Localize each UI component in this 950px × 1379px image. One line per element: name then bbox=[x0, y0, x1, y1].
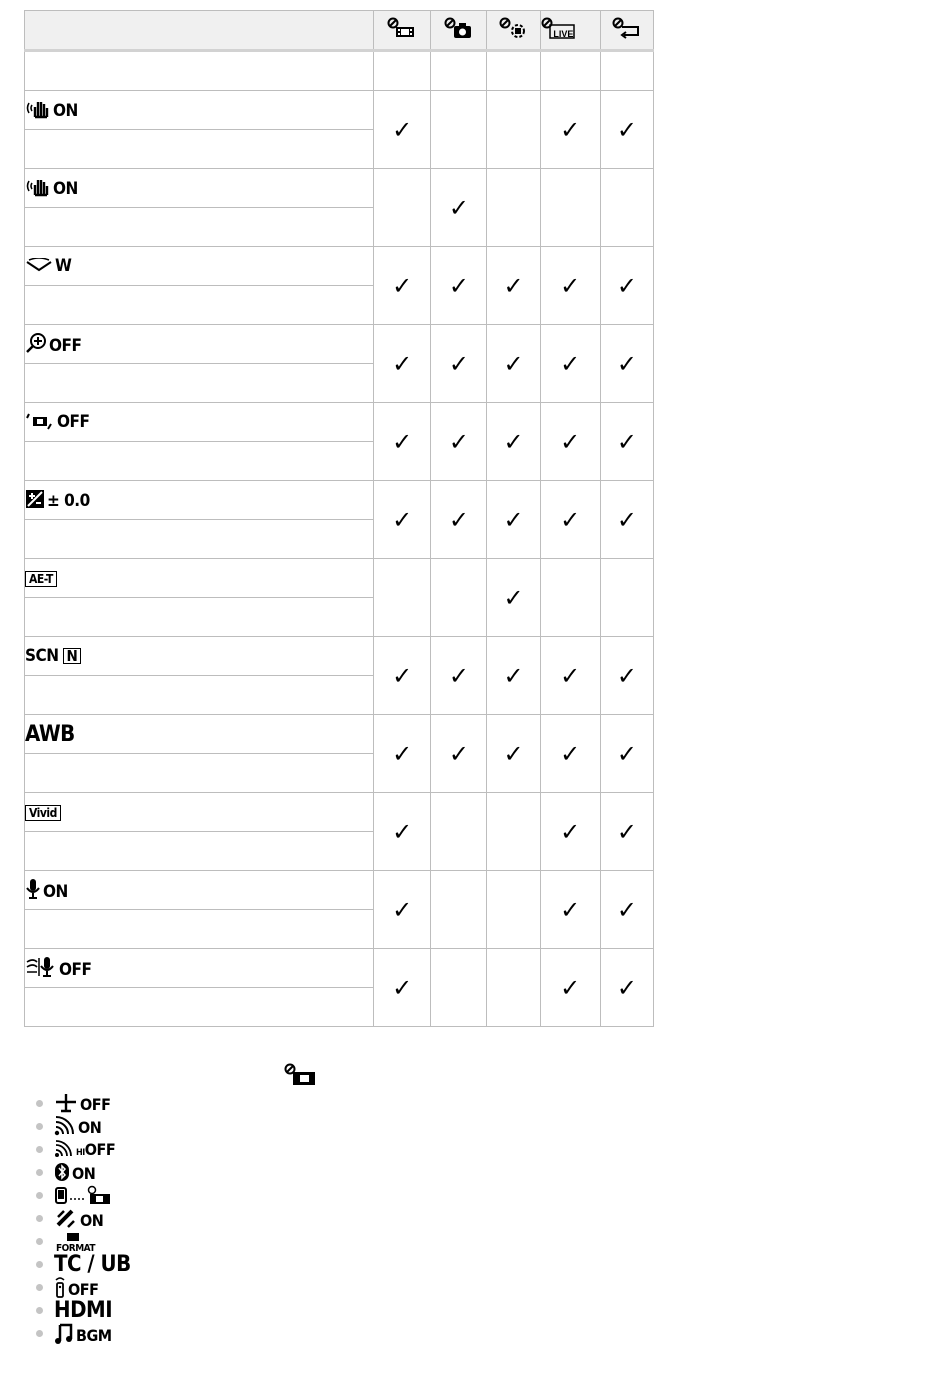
empty-cell bbox=[540, 51, 600, 91]
table-row bbox=[25, 559, 654, 598]
mode-availability-cell bbox=[600, 559, 653, 637]
mode-availability-cell bbox=[600, 793, 653, 871]
checkmark-icon: ✓ bbox=[448, 739, 469, 768]
mode-availability-cell bbox=[487, 871, 540, 949]
setting-label bbox=[25, 722, 75, 747]
list-item bbox=[30, 1299, 131, 1322]
wifi-icon bbox=[54, 1118, 78, 1137]
setting-value-label: AWB bbox=[25, 721, 75, 747]
mode-availability-cell bbox=[487, 403, 540, 481]
mode-availability-cell bbox=[431, 403, 487, 481]
mode-availability-cell bbox=[540, 91, 600, 169]
bullet-icon bbox=[36, 1261, 43, 1268]
bullet-icon bbox=[36, 1192, 43, 1199]
menu-item-label bbox=[54, 1185, 116, 1206]
steadyshot-icon bbox=[25, 101, 53, 121]
mode-availability-cell bbox=[540, 169, 600, 247]
mode-availability-cell bbox=[487, 715, 540, 793]
checkmark-icon: ✓ bbox=[560, 349, 581, 378]
checkmark-icon: ✓ bbox=[503, 739, 524, 768]
setting-label bbox=[25, 101, 78, 121]
table-row bbox=[25, 325, 654, 364]
setting-value-label: OFF bbox=[49, 336, 82, 356]
loop-mode-icon bbox=[612, 17, 642, 39]
wifi-hi-icon bbox=[54, 1140, 76, 1159]
format-icon bbox=[66, 1224, 82, 1243]
checkmark-icon: ✓ bbox=[448, 193, 469, 222]
menu-item-label bbox=[54, 1276, 98, 1299]
empty-cell bbox=[374, 51, 431, 91]
setting-label bbox=[25, 882, 68, 902]
list-item bbox=[30, 1092, 131, 1115]
bullet-icon bbox=[36, 1307, 43, 1314]
checkmark-icon: ✓ bbox=[448, 427, 469, 456]
setting-label bbox=[25, 256, 71, 276]
empty-cell bbox=[487, 51, 540, 91]
setting-name-cell bbox=[25, 481, 374, 520]
checkmark-icon: ✓ bbox=[392, 427, 413, 456]
mode-availability-cell bbox=[374, 169, 431, 247]
setting-value-label: AE-T bbox=[25, 571, 57, 587]
mode-availability-cell bbox=[374, 403, 431, 481]
setting-description-cell bbox=[25, 676, 374, 715]
checkmark-icon: ✓ bbox=[560, 427, 581, 456]
mode-availability-cell bbox=[487, 91, 540, 169]
camera-settings-icon bbox=[284, 1063, 318, 1087]
setting-description-cell bbox=[25, 208, 374, 247]
remote-connection-icon bbox=[54, 1187, 116, 1206]
mode-availability-cell bbox=[600, 715, 653, 793]
checkmark-icon: ✓ bbox=[392, 895, 413, 924]
checkmark-icon: ✓ bbox=[448, 505, 469, 534]
checkmark-icon: ✓ bbox=[616, 349, 637, 378]
checkmark-icon: ✓ bbox=[560, 661, 581, 690]
setting-description-cell bbox=[25, 754, 374, 793]
microphone-icon bbox=[25, 882, 43, 902]
setting-name-cell bbox=[25, 793, 374, 832]
mode-availability-cell bbox=[600, 91, 653, 169]
setting-value-label: SCN bbox=[25, 646, 59, 666]
checkmark-icon: ✓ bbox=[392, 271, 413, 300]
mode-availability-cell bbox=[487, 559, 540, 637]
mode-availability-cell bbox=[487, 169, 540, 247]
list-item bbox=[30, 1253, 131, 1276]
bullet-icon bbox=[36, 1215, 43, 1222]
menu-list bbox=[30, 1092, 131, 1345]
mode-availability-cell bbox=[431, 871, 487, 949]
empty-cell bbox=[431, 51, 487, 91]
mode-availability-cell bbox=[487, 325, 540, 403]
setting-value-label: ± 0.0 bbox=[47, 491, 90, 511]
checkmark-icon: ✓ bbox=[392, 349, 413, 378]
mode-availability-cell bbox=[540, 481, 600, 559]
checkmark-icon: ✓ bbox=[616, 661, 637, 690]
setting-label bbox=[25, 646, 81, 666]
bullet-icon bbox=[36, 1169, 43, 1176]
mode-availability-cell bbox=[374, 247, 431, 325]
checkmark-icon: ✓ bbox=[560, 973, 581, 1002]
mode-availability-cell bbox=[431, 637, 487, 715]
checkmark-icon: ✓ bbox=[503, 661, 524, 690]
list-item bbox=[30, 1161, 131, 1184]
header-interval-mode bbox=[487, 11, 540, 51]
list-item bbox=[30, 1230, 131, 1253]
checkmark-icon: ✓ bbox=[560, 271, 581, 300]
list-item bbox=[30, 1322, 131, 1345]
menu-item-label bbox=[54, 1322, 112, 1345]
mode-availability-cell bbox=[540, 559, 600, 637]
checkmark-icon: ✓ bbox=[448, 271, 469, 300]
setting-value-label: OFF bbox=[57, 412, 90, 432]
header-row bbox=[25, 11, 654, 51]
menu-item-value-2: OFF bbox=[84, 1140, 116, 1159]
mode-availability-cell bbox=[540, 793, 600, 871]
bullet-icon bbox=[36, 1100, 43, 1107]
checkmark-icon: ✓ bbox=[560, 505, 581, 534]
setting-value-label: ON bbox=[53, 101, 78, 121]
setting-description-cell bbox=[25, 364, 374, 403]
checkmark-icon: ✓ bbox=[503, 349, 524, 378]
empty-cell bbox=[25, 51, 374, 91]
photo-mode-icon bbox=[444, 17, 474, 39]
checkmark-icon: ✓ bbox=[503, 505, 524, 534]
mode-availability-cell bbox=[487, 793, 540, 871]
setting-value-label: ON bbox=[43, 882, 68, 902]
mode-availability-cell bbox=[600, 949, 653, 1027]
table-row bbox=[25, 403, 654, 442]
menu-item-label bbox=[54, 1162, 95, 1183]
menu-item-value: TC / UB bbox=[54, 1252, 131, 1277]
mode-availability-cell bbox=[600, 637, 653, 715]
menu-item-label bbox=[54, 1232, 109, 1254]
setting-name-cell bbox=[25, 949, 374, 988]
mode-availability-cell bbox=[487, 481, 540, 559]
steadyshot-icon bbox=[25, 179, 53, 199]
checkmark-icon: ✓ bbox=[392, 115, 413, 144]
menu-item-label bbox=[54, 1298, 112, 1323]
mode-availability-cell bbox=[540, 325, 600, 403]
table-row bbox=[25, 715, 654, 754]
setting-description-cell bbox=[25, 598, 374, 637]
checkmark-icon: ✓ bbox=[448, 349, 469, 378]
mode-availability-cell bbox=[374, 481, 431, 559]
menu-item-value: HI bbox=[76, 1148, 85, 1158]
setting-description-cell bbox=[25, 130, 374, 169]
bullet-icon bbox=[36, 1330, 43, 1337]
mode-availability-cell bbox=[431, 247, 487, 325]
list-item bbox=[30, 1138, 131, 1161]
setting-description-cell bbox=[25, 520, 374, 559]
header-live-mode bbox=[540, 11, 600, 51]
mode-availability-cell bbox=[431, 169, 487, 247]
mode-availability-cell bbox=[600, 871, 653, 949]
mode-availability-cell bbox=[431, 325, 487, 403]
mode-availability-cell bbox=[374, 949, 431, 1027]
mode-availability-cell bbox=[600, 247, 653, 325]
mode-availability-cell bbox=[600, 325, 653, 403]
checkmark-icon: ✓ bbox=[616, 739, 637, 768]
setting-name-cell bbox=[25, 871, 374, 910]
airplane-icon bbox=[54, 1095, 80, 1114]
mode-availability-cell bbox=[540, 247, 600, 325]
setting-name-cell bbox=[25, 325, 374, 364]
flip-icon bbox=[25, 412, 57, 432]
menu-item-label bbox=[54, 1140, 115, 1159]
mode-availability-cell bbox=[374, 871, 431, 949]
checkmark-icon: ✓ bbox=[560, 817, 581, 846]
menu-item-value: ON bbox=[80, 1211, 104, 1230]
setting-label bbox=[25, 179, 78, 199]
checkmark-icon: ✓ bbox=[392, 817, 413, 846]
header-movie-mode bbox=[374, 11, 431, 51]
header-loop-mode bbox=[600, 11, 653, 51]
settings-mode-table bbox=[24, 10, 654, 1027]
header-blank bbox=[25, 11, 374, 51]
menu-item-value: ON bbox=[72, 1164, 96, 1183]
checkmark-icon: ✓ bbox=[616, 817, 637, 846]
setting-name-cell bbox=[25, 247, 374, 286]
mode-availability-cell bbox=[431, 793, 487, 871]
mode-availability-cell bbox=[431, 91, 487, 169]
checkmark-icon: ✓ bbox=[560, 739, 581, 768]
mode-availability-cell bbox=[600, 169, 653, 247]
bullet-icon bbox=[36, 1146, 43, 1153]
header-photo-mode bbox=[431, 11, 487, 51]
angle-icon bbox=[25, 256, 55, 276]
setting-description-cell bbox=[25, 286, 374, 325]
checkmark-icon: ✓ bbox=[560, 115, 581, 144]
mode-availability-cell bbox=[540, 637, 600, 715]
mode-availability-cell bbox=[374, 91, 431, 169]
menu-item-label bbox=[54, 1252, 131, 1277]
checkmark-icon: ✓ bbox=[616, 271, 637, 300]
menu-item-value: BGM bbox=[76, 1326, 112, 1345]
mode-availability-cell bbox=[431, 559, 487, 637]
empty-cell bbox=[600, 51, 653, 91]
mode-availability-cell bbox=[374, 637, 431, 715]
checkmark-icon: ✓ bbox=[503, 583, 524, 612]
list-item bbox=[30, 1115, 131, 1138]
exposure-icon bbox=[25, 491, 47, 511]
zoom-icon bbox=[25, 336, 49, 356]
wind-noise-icon bbox=[25, 960, 59, 980]
checkmark-icon: ✓ bbox=[392, 973, 413, 1002]
checkmark-icon: ✓ bbox=[392, 739, 413, 768]
table-row bbox=[25, 793, 654, 832]
setting-description-cell bbox=[25, 988, 374, 1027]
interval-mode-icon bbox=[499, 17, 529, 39]
menu-item-value: HDMI bbox=[54, 1298, 113, 1323]
bullet-icon bbox=[36, 1238, 43, 1245]
checkmark-icon: ✓ bbox=[392, 505, 413, 534]
mode-availability-cell bbox=[374, 325, 431, 403]
note-camera-icon bbox=[284, 1063, 318, 1092]
movie-mode-icon bbox=[387, 17, 417, 39]
checkmark-icon: ✓ bbox=[616, 973, 637, 1002]
mode-availability-cell bbox=[431, 949, 487, 1027]
checkmark-icon: ✓ bbox=[560, 895, 581, 924]
live-label: LIVE bbox=[553, 28, 574, 39]
setting-name-cell bbox=[25, 403, 374, 442]
mode-availability-cell bbox=[431, 481, 487, 559]
mode-availability-cell bbox=[487, 247, 540, 325]
mode-availability-cell bbox=[540, 715, 600, 793]
setting-description-cell bbox=[25, 910, 374, 949]
menu-item-label bbox=[54, 1116, 101, 1137]
checkmark-icon: ✓ bbox=[392, 661, 413, 690]
setting-value-label: OFF bbox=[59, 960, 92, 980]
setting-name-cell bbox=[25, 637, 374, 676]
setting-label bbox=[25, 336, 81, 356]
list-item bbox=[30, 1276, 131, 1299]
bullet-icon bbox=[36, 1284, 43, 1291]
mode-availability-cell bbox=[540, 949, 600, 1027]
menu-item-value: OFF bbox=[68, 1280, 99, 1299]
menu-item-value: OFF bbox=[80, 1095, 111, 1114]
checkmark-icon: ✓ bbox=[448, 661, 469, 690]
mode-availability-cell bbox=[374, 793, 431, 871]
menu-item-label bbox=[54, 1093, 110, 1114]
setting-name-cell bbox=[25, 559, 374, 598]
checkmark-icon: ✓ bbox=[616, 895, 637, 924]
checkmark-icon: ✓ bbox=[616, 427, 637, 456]
mode-availability-cell bbox=[431, 715, 487, 793]
setting-label bbox=[25, 491, 90, 511]
bluetooth-icon bbox=[54, 1164, 72, 1183]
table-row bbox=[25, 91, 654, 130]
mode-availability-cell bbox=[540, 871, 600, 949]
mode-availability-cell bbox=[600, 481, 653, 559]
menu-item-value: FORMAT bbox=[56, 1243, 96, 1254]
setting-name-cell bbox=[25, 91, 374, 130]
list-item bbox=[30, 1184, 131, 1207]
setting-name-cell bbox=[25, 715, 374, 754]
empty-row bbox=[25, 51, 654, 91]
checkmark-icon: ✓ bbox=[503, 427, 524, 456]
table-row bbox=[25, 949, 654, 988]
scene-mode-box: N bbox=[63, 648, 82, 664]
checkmark-icon: ✓ bbox=[616, 115, 637, 144]
remote-control-icon bbox=[54, 1280, 68, 1299]
setting-label bbox=[25, 568, 57, 588]
music-icon bbox=[54, 1326, 76, 1345]
table-row bbox=[25, 637, 654, 676]
mode-availability-cell bbox=[600, 403, 653, 481]
table-row bbox=[25, 481, 654, 520]
table-row bbox=[25, 247, 654, 286]
setting-value-label: ON bbox=[53, 179, 78, 199]
setting-value-label: Vivid bbox=[25, 805, 61, 821]
mode-availability-cell bbox=[540, 403, 600, 481]
checkmark-icon: ✓ bbox=[503, 271, 524, 300]
setting-label bbox=[25, 802, 61, 822]
table-row bbox=[25, 871, 654, 910]
setting-label bbox=[25, 960, 91, 980]
mode-availability-cell bbox=[374, 559, 431, 637]
setting-name-cell bbox=[25, 169, 374, 208]
mode-availability-cell bbox=[374, 715, 431, 793]
setting-value-label: W bbox=[55, 256, 72, 276]
setting-description-cell bbox=[25, 442, 374, 481]
mode-availability-cell bbox=[487, 949, 540, 1027]
menu-item-value: ON bbox=[78, 1118, 102, 1137]
bullet-icon bbox=[36, 1123, 43, 1130]
setting-description-cell bbox=[25, 832, 374, 871]
mode-availability-cell bbox=[487, 637, 540, 715]
table-row bbox=[25, 169, 654, 208]
setting-label bbox=[25, 412, 89, 432]
checkmark-icon: ✓ bbox=[616, 505, 637, 534]
